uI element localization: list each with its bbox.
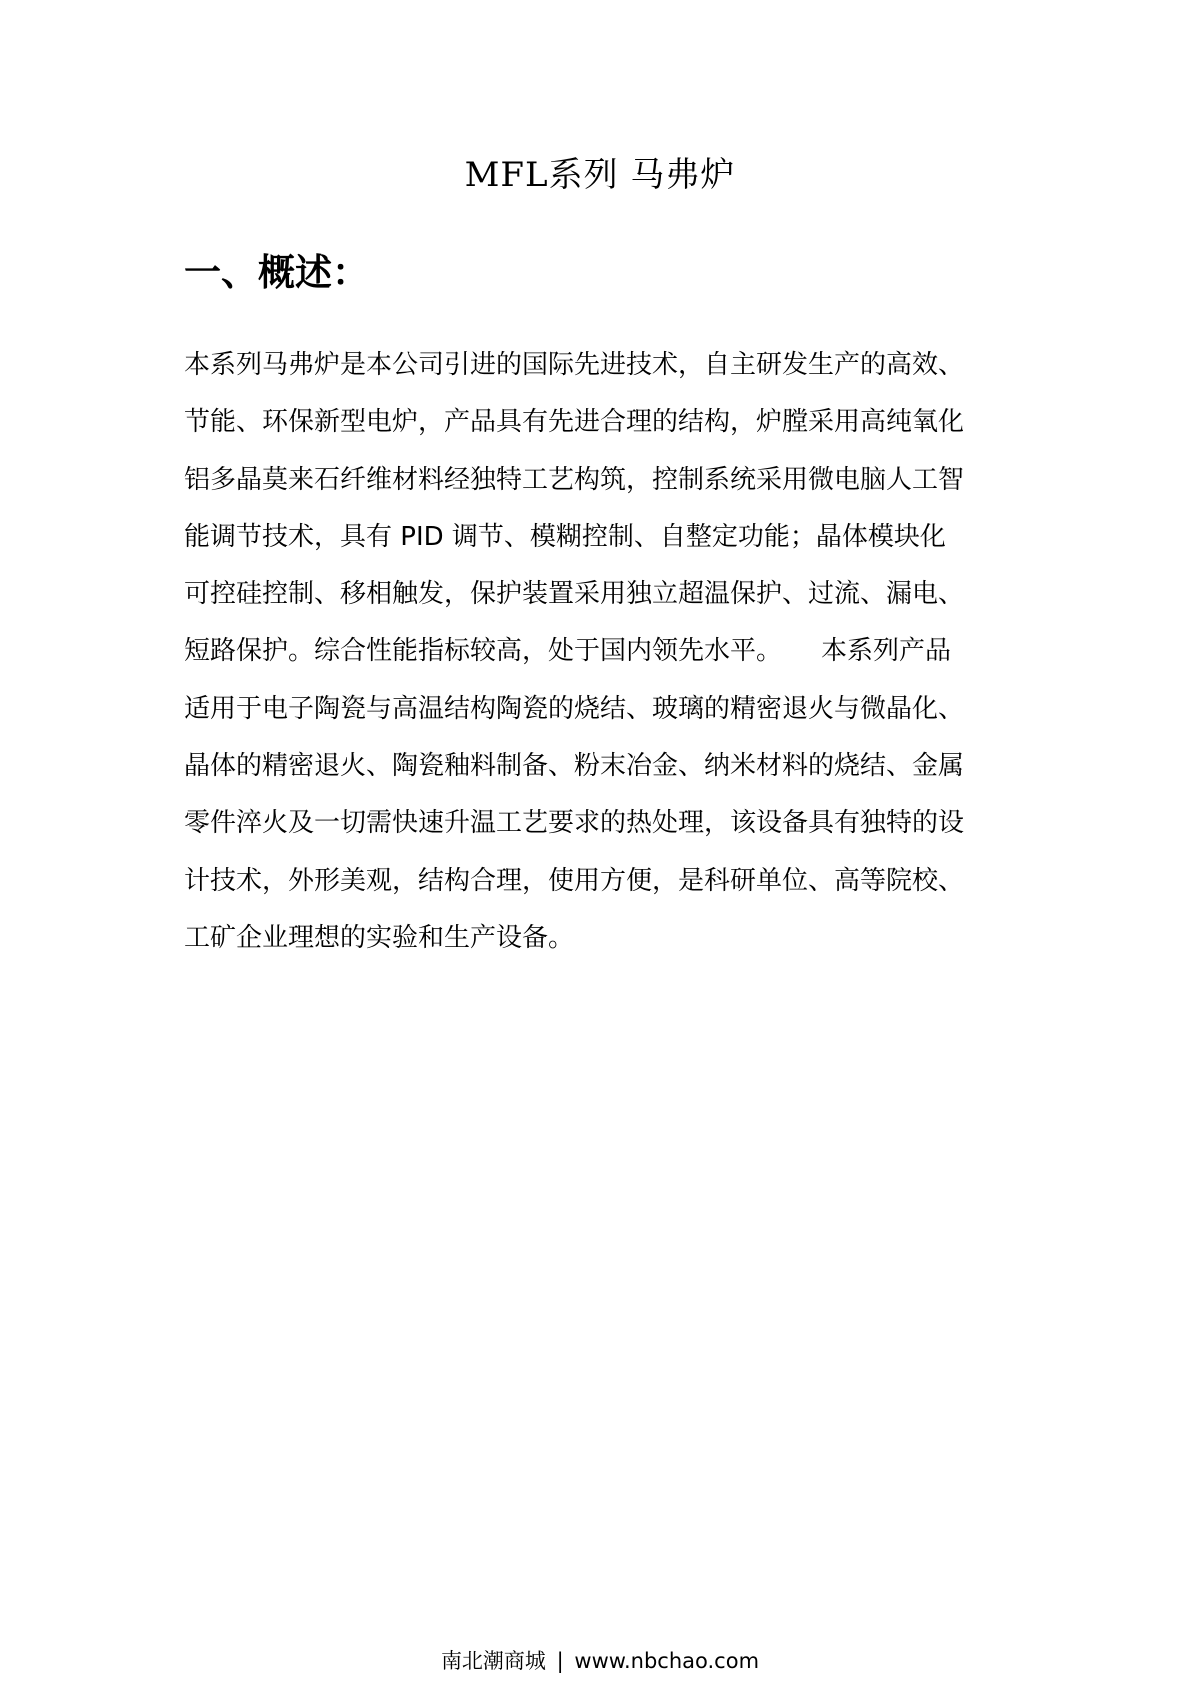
paragraph-line: 可控硅控制、移相触发，保护装置采用独立超温保护、过流、漏电、 — [184, 579, 965, 610]
paragraph-line: 能调节技术，具有 PID 调节、模糊控制、自整定功能；晶体模块化 — [184, 521, 946, 552]
overview-paragraph — [184, 337, 1036, 967]
paragraph-line: 零件淬火及一切需快速升温工艺要求的热处理，该设备具有独特的设 — [184, 808, 965, 839]
paragraph-line: 计技术，外形美观，结构合理，使用方便，是科研单位、高等院校、 — [184, 865, 965, 896]
paragraph-line: 铝多晶莫来石纤维材料经独特工艺构筑，控制系统采用微电脑人工智 — [184, 464, 965, 495]
paragraph-line: 节能、环保新型电炉，产品具有先进合理的结构，炉膛采用高纯氧化 — [184, 407, 965, 438]
paragraph-line: 工矿企业理想的实验和生产设备。 — [184, 922, 575, 953]
footer-url[interactable]: www.nbchao.com — [574, 1649, 760, 1673]
paragraph-line: 晶体的精密退火、陶瓷釉料制备、粉末冶金、纳米材料的烧结、金属 — [184, 751, 965, 782]
footer-site-name: 南北潮商城 — [440, 1649, 546, 1673]
section-heading-overview: 一、概述： — [184, 251, 369, 294]
paragraph-line: 短路保护。综合性能指标较高，处于国内领先水平。 本系列产品 — [184, 636, 952, 667]
document-title: MFL系列 马弗炉 — [464, 155, 736, 195]
paragraph-line: 本系列马弗炉是本公司引进的国际先进技术，自主研发生产的高效、 — [184, 350, 965, 380]
paragraph-line: 适用于电子陶瓷与高温结构陶瓷的烧结、玻璃的精密退火与微晶化、 — [184, 693, 965, 724]
footer-separator: | — [556, 1649, 564, 1673]
page-footer — [0, 1646, 1200, 1676]
